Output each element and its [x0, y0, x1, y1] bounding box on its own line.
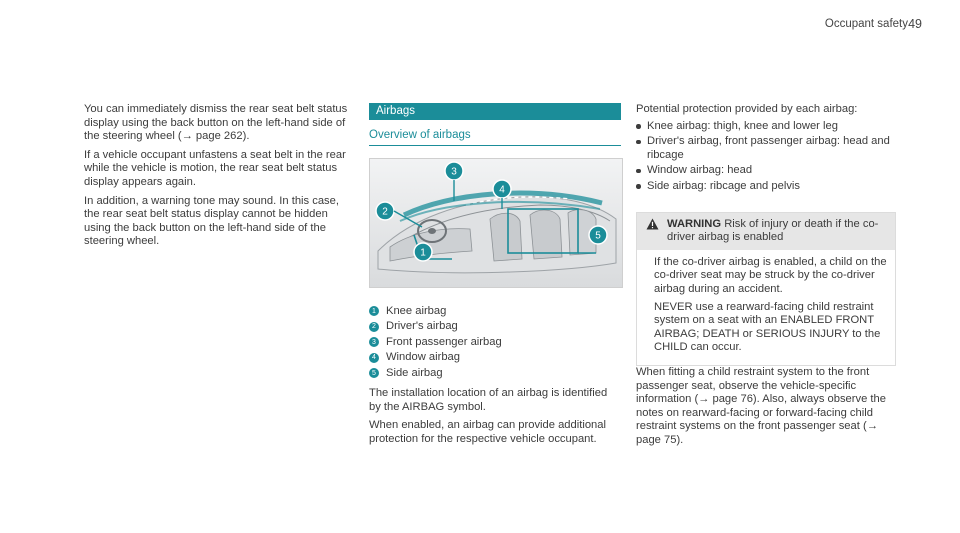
- warning-label: WARNING: [667, 217, 722, 230]
- list-item: Driver's airbag, front passenger airbag: head and ribcage: [636, 135, 896, 162]
- list-item: Side airbag: ribcage and pelvis: [636, 180, 896, 194]
- subheading: Overview of airbags: [369, 129, 621, 146]
- callout-1: [414, 243, 432, 261]
- airbag-overview-figure: [369, 158, 623, 288]
- legend-number: 5: [369, 368, 379, 378]
- paragraph: When fitting a child restraint system to the front passenger seat, observe the vehicle-specific information (→ page 76). Also, always observe the notes on rearward-facing or forward-facing child restraint systems on the front passenger seat (→ page 75).: [636, 365, 886, 446]
- paragraph: If a vehicle occupant unfastens a seat belt in the rear while the vehicle is motion, the rear seat belt status display appears again.: [84, 148, 346, 188]
- page-header: [0, 18, 960, 38]
- paragraph: When enabled, an airbag can provide additional protection for the respective vehicle occupant.: [369, 419, 606, 445]
- warning-body: [637, 250, 895, 365]
- legend-label: Window airbag: [386, 351, 460, 364]
- legend-label: Side airbag: [386, 366, 443, 379]
- paragraph: The installation location of an airbag is identified by the AIRBAG symbol.: [369, 387, 608, 413]
- protection-list: [636, 120, 896, 194]
- intro-text: Potential protection provided by each airbag:: [636, 103, 858, 115]
- warning-triangle-icon: [646, 218, 659, 230]
- car-interior-illustration: [370, 159, 622, 287]
- svg-text:5: 5: [595, 230, 601, 242]
- paragraph: You can immediately dismiss the rear seat belt status display using the back button on the left-hand side of the steering wheel (→ page 262).: [84, 103, 348, 143]
- legend-item: [369, 319, 621, 335]
- legend-label: Knee airbag: [386, 304, 447, 317]
- header-title: Occupant safety: [824, 18, 908, 30]
- svg-text:1: 1: [420, 247, 426, 259]
- svg-text:2: 2: [382, 206, 388, 218]
- warning-box: [636, 212, 896, 366]
- paragraph: In addition, a warning tone may sound. In this case, the rear seat belt status display cannot be hidden using the back button on the left-hand side of the steering wheel.: [84, 194, 339, 248]
- warning-title: Risk of injury or death if the co-driver airbag is enabled: [667, 217, 879, 244]
- legend-number: 1: [369, 306, 379, 316]
- legend-item: [369, 335, 621, 351]
- right-column: [636, 103, 896, 452]
- paragraph: If the co-driver airbag is enabled, a child on the co-driver seat may be struck by the co-driver airbag during an accident.: [654, 255, 887, 295]
- svg-text:4: 4: [499, 184, 505, 196]
- legend-item: [369, 350, 621, 366]
- callout-4: [493, 180, 511, 198]
- callout-5: [589, 226, 607, 244]
- legend-number: 4: [369, 353, 379, 363]
- legend-number: 3: [369, 337, 379, 347]
- callout-2: [376, 202, 394, 220]
- legend-item: [369, 304, 621, 320]
- figure-legend: [369, 304, 621, 382]
- middle-column: [369, 103, 621, 451]
- legend-number: 2: [369, 322, 379, 332]
- legend-label: Driver's airbag: [386, 320, 458, 333]
- callout-3: [445, 162, 463, 180]
- paragraph: NEVER use a rearward-facing child restraint system on a seat with an ENABLED FRONT AIRBAG; DEATH or SERIOUS INJURY to the CHILD can occur.: [654, 300, 881, 354]
- warning-header: [637, 213, 895, 250]
- legend-label: Front passenger airbag: [386, 335, 502, 348]
- svg-text:3: 3: [451, 166, 457, 178]
- legend-item: [369, 366, 621, 382]
- list-item: Window airbag: head: [636, 164, 896, 178]
- page-number: 49: [908, 17, 922, 31]
- left-column: [84, 103, 352, 254]
- section-title-bar: Airbags: [369, 103, 621, 120]
- list-item: Knee airbag: thigh, knee and lower leg: [636, 120, 896, 134]
